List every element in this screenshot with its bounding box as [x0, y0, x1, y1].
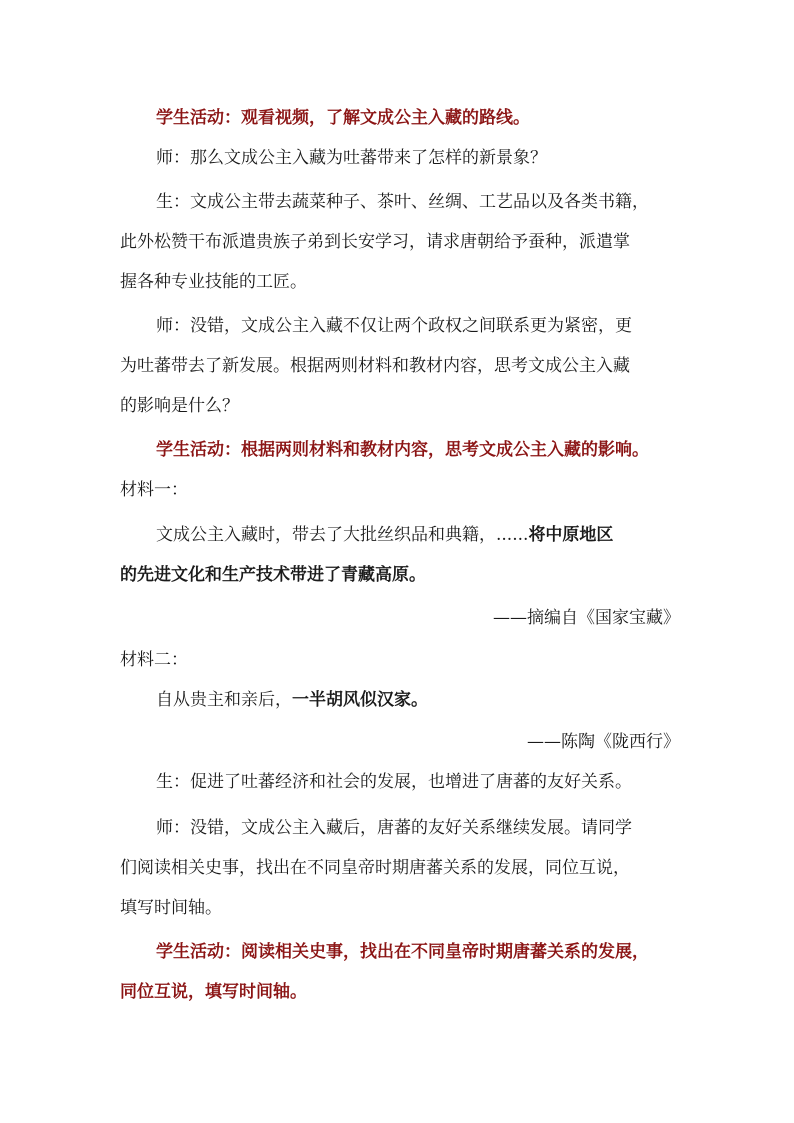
paragraph-line: 师：没错，文成公主入藏后，唐蕃的友好关系继续发展。请同学 [156, 818, 632, 838]
material-emphasis: 将中原地区 [528, 525, 614, 545]
paragraph-line: 握各种专业技能的工匠。 [120, 272, 307, 292]
paragraph-line: 此外松赞干布派遣贵族子弟到长安学习，请求唐朝给予蚕种，派遣掌 [120, 232, 630, 252]
material-label: 材料二： [120, 650, 188, 670]
student-activity-2 [120, 430, 680, 470]
activity-line: 同位互说，填写时间轴。 [120, 982, 307, 1002]
student-activity-1 [120, 98, 680, 138]
teacher-statement-2 [120, 808, 680, 928]
material-emphasis: 的先进文化和生产技术带进了青藏高原。 [120, 565, 426, 585]
material-emphasis: 一半胡风似汉家。 [292, 690, 428, 710]
teacher-statement-1 [120, 306, 680, 426]
material-text: 文成公主入藏时，带去了大批丝织品和典籍，...... [156, 525, 529, 545]
student-activity-3 [120, 932, 680, 1012]
material-text: 自从贵主和亲后， [156, 690, 292, 710]
activity-text: 学生活动：根据两则材料和教材内容，思考文成公主入藏的影响。 [156, 440, 649, 460]
material-2-body [120, 680, 680, 720]
material-2-source [120, 722, 680, 762]
paragraph-line: 师：没错，文成公主入藏不仅让两个政权之间联系更为紧密，更 [156, 316, 632, 336]
source-citation: ——摘编自《国家宝藏》 [493, 608, 680, 628]
material-label: 材料一： [120, 480, 188, 500]
paragraph-line: 为吐蕃带去了新发展。根据两则材料和教材内容，思考文成公主入藏 [120, 356, 630, 376]
material-1-source [120, 598, 680, 638]
student-answer-2 [120, 762, 680, 802]
student-answer-1 [120, 182, 680, 302]
paragraph-text: 生：促进了吐蕃经济和社会的发展，也增进了唐蕃的友好关系。 [156, 772, 632, 792]
paragraph-line: 们阅读相关史事，找出在不同皇帝时期唐蕃关系的发展，同位互说， [120, 858, 630, 878]
material-1-label [120, 470, 680, 510]
paragraph-line: 填写时间轴。 [120, 898, 222, 918]
paragraph-line: 的影响是什么？ [120, 396, 239, 416]
material-1-body [120, 515, 680, 595]
source-citation: ——陈陶《陇西行》 [527, 732, 680, 752]
material-2-label [120, 640, 680, 680]
material-line [120, 515, 680, 555]
paragraph-text: 师：那么文成公主入藏为吐蕃带来了怎样的新景象？ [156, 148, 547, 168]
activity-text: 学生活动：观看视频，了解文成公主入藏的路线。 [156, 108, 530, 128]
paragraph-line: 生：文成公主带去蔬菜种子、茶叶、丝绸、工艺品以及各类书籍， [156, 192, 649, 212]
activity-line: 学生活动：阅读相关史事，找出在不同皇帝时期唐蕃关系的发展， [156, 942, 649, 962]
teacher-question-1 [120, 138, 680, 178]
